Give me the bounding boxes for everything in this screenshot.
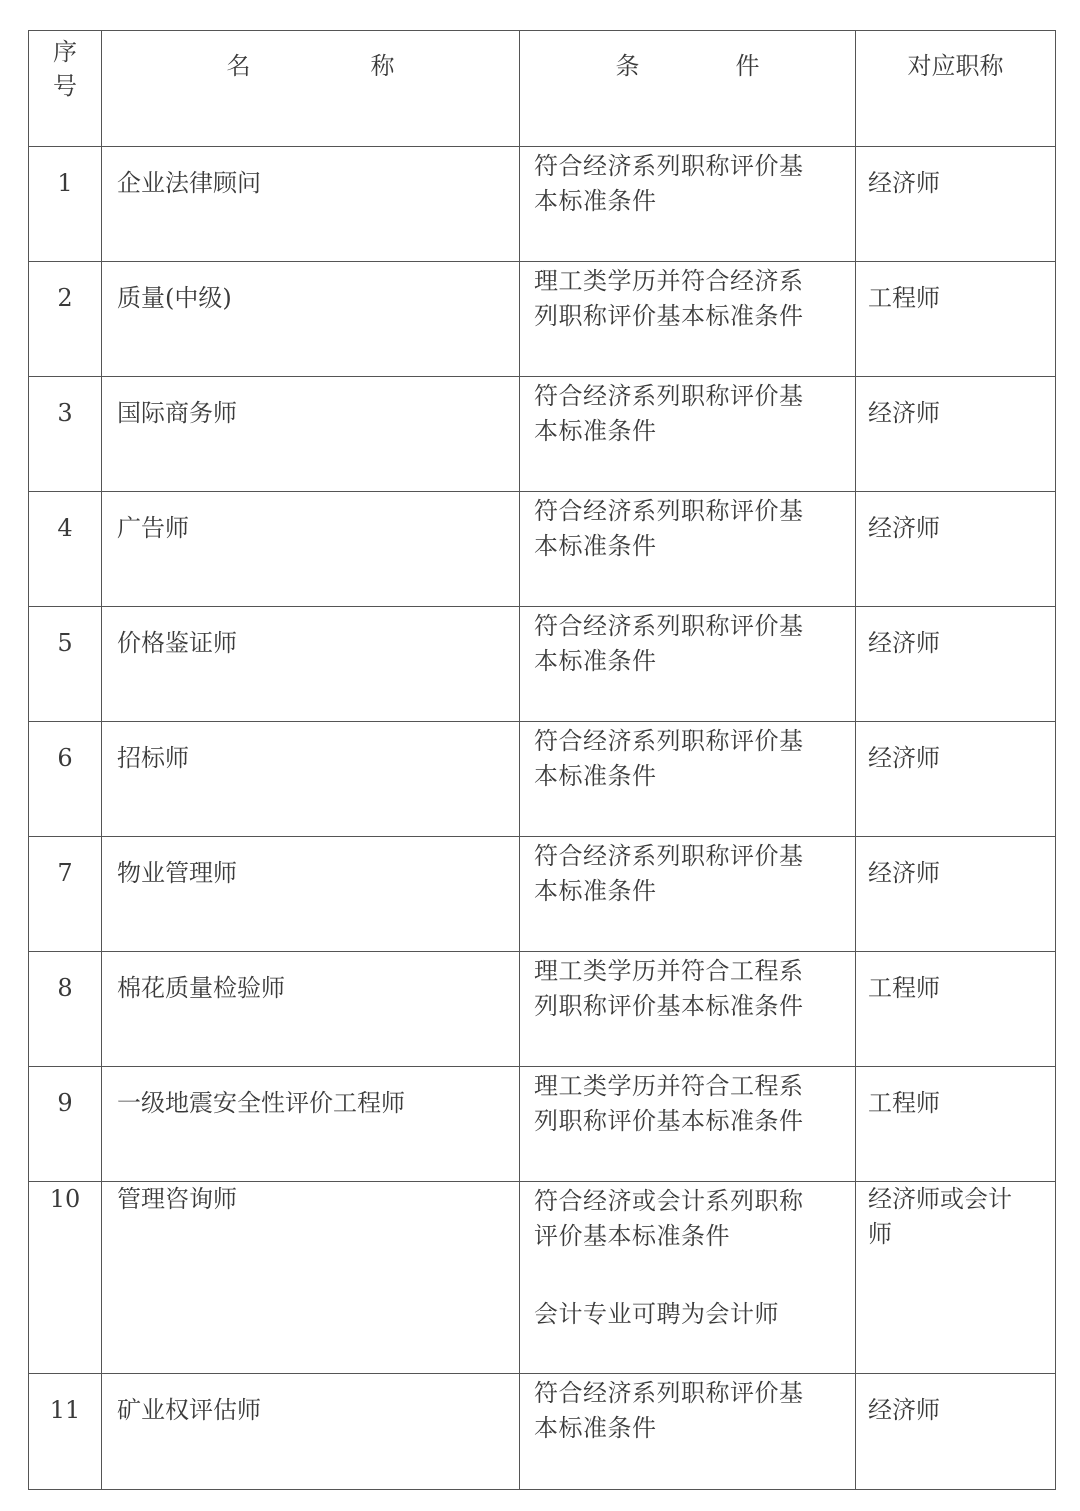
condition-line: 本标准条件 [534,417,657,445]
title-line: 经济师或会计 [868,1185,1012,1213]
header-title: 对应职称 [856,31,1056,147]
row-condition [520,147,856,262]
row-title [856,1182,1056,1374]
row-title: 工程师 [856,1067,1056,1182]
condition-line: 本标准条件 [534,1414,657,1442]
row-title: 经济师 [856,722,1056,837]
row-condition [520,1182,856,1374]
row-serial: 6 [29,722,102,837]
condition-line: 符合经济系列职称评价基 [534,612,804,640]
row-condition [520,1067,856,1182]
table-row [29,722,1056,837]
condition-line: 符合经济系列职称评价基 [534,1379,804,1407]
row-title: 经济师 [856,492,1056,607]
row-name: 矿业权评估师 [102,1374,520,1490]
row-condition [520,722,856,837]
row-name: 招标师 [102,722,520,837]
row-name: 价格鉴证师 [102,607,520,722]
table-row [29,147,1056,262]
condition-line: 符合经济系列职称评价基 [534,152,804,180]
table-row [29,1374,1056,1490]
row-serial: 2 [29,262,102,377]
table-row [29,1067,1056,1182]
condition-line: 列职称评价基本标准条件 [534,1107,804,1135]
row-serial: 7 [29,837,102,952]
row-title: 经济师 [856,147,1056,262]
row-condition [520,262,856,377]
table-header-row [29,31,1056,147]
row-condition [520,1374,856,1490]
row-name: 棉花质量检验师 [102,952,520,1067]
row-name: 企业法律顾问 [102,147,520,262]
condition-line: 本标准条件 [534,647,657,675]
table-row [29,377,1056,492]
row-title: 工程师 [856,262,1056,377]
title-line: 师 [868,1220,892,1248]
condition-line: 理工类学历并符合工程系 [534,957,804,985]
row-title: 经济师 [856,607,1056,722]
row-serial: 11 [29,1374,102,1490]
condition-line: 符合经济系列职称评价基 [534,727,804,755]
condition-line: 列职称评价基本标准条件 [534,302,804,330]
row-condition [520,837,856,952]
header-serial-line2: 号 [53,72,77,100]
row-name: 国际商务师 [102,377,520,492]
row-serial: 8 [29,952,102,1067]
row-serial: 3 [29,377,102,492]
row-title: 经济师 [856,377,1056,492]
condition-line: 符合经济系列职称评价基 [534,497,804,525]
condition-line: 符合经济或会计系列职称 [534,1187,804,1215]
row-name: 管理咨询师 [102,1182,520,1374]
header-serial-number [29,31,102,147]
table-row [29,1182,1056,1374]
condition-line: 本标准条件 [534,762,657,790]
header-serial-line1: 序 [53,38,77,66]
row-name: 物业管理师 [102,837,520,952]
row-name: 一级地震安全性评价工程师 [102,1067,520,1182]
row-serial: 10 [29,1182,102,1374]
row-condition [520,492,856,607]
condition-line: 理工类学历并符合工程系 [534,1072,804,1100]
row-serial: 1 [29,147,102,262]
row-condition [520,607,856,722]
table-row [29,262,1056,377]
condition-line: 本标准条件 [534,187,657,215]
header-condition: 条 件 [520,31,856,147]
condition-line: 符合经济系列职称评价基 [534,842,804,870]
row-condition [520,952,856,1067]
row-condition [520,377,856,492]
row-serial: 4 [29,492,102,607]
qualification-table [28,30,1056,1490]
table-row [29,952,1056,1067]
row-title: 经济师 [856,837,1056,952]
header-name: 名 称 [102,31,520,147]
row-title: 经济师 [856,1374,1056,1490]
row-name: 广告师 [102,492,520,607]
condition-line: 理工类学历并符合经济系 [534,267,804,295]
row-serial: 5 [29,607,102,722]
condition-line: 符合经济系列职称评价基 [534,382,804,410]
row-name: 质量(中级) [102,262,520,377]
condition-line: 评价基本标准条件 [534,1222,730,1250]
row-title: 工程师 [856,952,1056,1067]
condition-note: 会计专业可聘为会计师 [534,1300,779,1328]
condition-line: 本标准条件 [534,877,657,905]
row-serial: 9 [29,1067,102,1182]
table-row [29,837,1056,952]
table-row [29,492,1056,607]
condition-line: 列职称评价基本标准条件 [534,992,804,1020]
table-row [29,607,1056,722]
condition-line: 本标准条件 [534,532,657,560]
